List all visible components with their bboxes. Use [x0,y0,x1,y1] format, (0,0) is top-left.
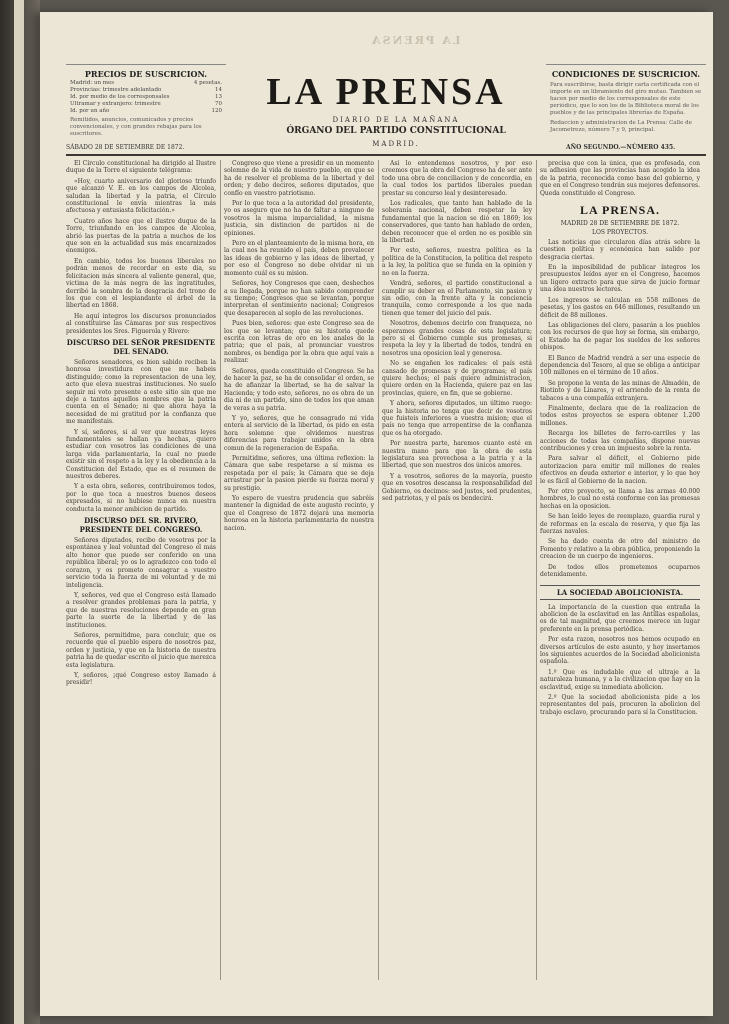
paragraph: La importancia de la cuestion que entraña la abolicion de la esclavitud en las Antillas españolas, es de tal magnitud, que creemos merece un lugar preferente en la prensa periódica. [540,603,700,633]
price-row: Id. por medio de los corresponsales 13 [70,94,222,100]
paragraph: Las noticias que circularon días atrás sobre la cuestion política y económica han salido por desgracia ciertas. [540,238,700,261]
paragraph: Se han leído leyes de reemplazo, guardia rural y de reformas en la escala de reserva, y que fija las fuerzas navales. [540,513,700,536]
paragraph: precisa que con la única, que es profesada, con su adhesion que las provincias han acogido la idea de la patria, reconocida como base del gobierno, y que en el Congreso tendrán sus mejores defensores. Queda constituido el Congreso. [540,160,700,197]
paragraph: Los ingresos se calculan en 558 millones de pesetas, y los gastos en 646 millones, resultando un déficit de 88 millones. [540,296,700,319]
paragraph: Por nuestra parte, haremos cuanto esté en nuestra mano para que la obra de esta legislatura sea provechosa a la patria y a la libertad, que son nuestros dos únicos amores. [382,440,532,470]
column-divider [378,160,379,980]
section-heading-boxed: LA SOCIEDAD ABOLICIONISTA. [540,585,700,600]
paragraph: El Banco de Madrid vendrá a ser una especie de dependencia del Tesoro, al que se obliga a anticipar 100 millones en el término de 10 años. [540,354,700,377]
conditions-title: CONDICIONES DE SUSCRICION. [551,69,701,79]
paragraph: Pero en el planteamiento de la misma hora, en la cual nos ha reunido el país, deben prevalecer las ideas de gobierno y las ideas de libertad, y por eso el Congreso no debe olvidar ni un momento cuál es su mision. [224,240,374,277]
price-row: Id. por un año 120 [70,108,222,114]
paragraph: Por esta razon, nosotros nos hemos ocupado en diversos artículos de este asunto, y hoy insertamos los siguientes acuerdos de la Sociedad abolicionista española. [540,636,700,666]
paragraph: Por otro proyecto, se llama a las armas 40.000 hombres, lo cual no está conforme con las promesas hechas en la oposicion. [540,488,700,510]
column-4 [540,160,700,980]
paragraph: Cuatro años hace que el ilustre duque de la Torre, triunfando en los campos de Alcolea, abrió las puertas de la patria a muchos de los que son en la actualidad sus más encarnizados enemigos. [66,217,216,255]
paragraph: Señores, queda constituido el Congreso. Se ha de hacer la paz, se ha de consolidar el orden, se ha de afianzar la libertad, se ha de salvar la Hacienda; y todo esto, señores, no es obra de un dia ni de un partido, sino de todos los que aman de veras a su patria. [224,367,374,412]
paragraph: Finalmente, declara que de la realizacion de todos estos proyectos se espera obtener 1.200 millones. [540,404,700,427]
section-title: LA PRENSA. [579,203,660,218]
paragraph: Y a vosotros, señores de la mayoría, puesto que en vosotros descansa la responsabilidad del Gobierno, os decimos: sed justos, sed prudentes, sed patriotas, y el país os bendecirá. [382,472,532,503]
paragraph: Y sí, señores, si al ver que nuestras leyes fundamentales se hallan ya hechas, quiero estudiar con vosotros las condiciones de una larga vida parlamentaria, la cual no puede existir sin el respeto a la ley y la obediencia a la Constitucion del Estado, que es el resumen de nuestros deberes. [66,428,216,481]
column-1 [66,160,216,980]
paragraph: El Círculo constitucional ha dirigido al Ilustre duque de la Torre el siguiente telégrama: [66,160,216,175]
column-divider [220,160,221,980]
prices-note: Remitidos, anuncios, comunicados y precios convencionales, y con grandes rebajas para los suscritores. [70,117,202,137]
prices-title: PRECIOS DE SUSCRICION. [84,69,208,79]
masthead-subtitle: DIARIO DE LA MAÑANA [332,116,460,124]
paragraph: No se engañen los radicales: el país está cansado de promesas y de programas; el país quiere hechos; el país quiere administracion, quiere orden en la Hacienda, quiere paz en las provincias, quiere, en fin, que se gobierne. [382,360,532,397]
masthead-organ: ÓRGANO DEL PARTIDO CONSTITUCIONAL [286,126,506,136]
conditions-admin: Redaccion y administracion de La Prensa: Calle de Jacometrezo, número 7 y 9, principal. [550,120,692,133]
masthead-title: LA PRENSA [266,71,506,113]
paragraph: «Hoy, cuarto aniversario del glorioso triunfo que alcanzó V. E. en los campos de Alcolea, saludan la libertad y la patria, el Círculo constitucional le envía mientras la más afectuosa y entusiasta felicitación.» [66,177,216,215]
paragraph: Y, señores, ved que el Congreso está llamado a resolver grandes problemas para la patria, y que de nuestras resoluciones depende en gran parte la suerte de la libertad y de las instituciones. [66,591,216,629]
paragraph: He aquí integros los discursos pronunciados al constituirse las Cámaras por sus respectivos presidentes los Sres. Figuerola y Rivero: [66,312,216,335]
paragraph: Las obligaciones del clero, pasarán a los pueblos con los recursos de que hoy se forma, sin embargo, el Estado ha de pagar los sueldos de los señores obispos. [540,321,700,352]
paragraph: Vendrá, señores, el partido constitucional a cumplir su deber en el Parlamento, sin pasion y sin odio, con la frente alta y la conciencia tranquila, como corresponde a los que nada tienen que temer del juicio del país. [382,280,532,317]
paragraph: 2.º Que la sociedad abolicionista pide a los representantes del país, procuren la abolicion del trabajo esclavo, procurando para sí la Constitucion. [540,693,700,716]
section-date: MADRID 28 DE SETIEMBRE DE 1872. [560,220,680,228]
price-row: Madrid: un mes 4 pesetas. [70,80,222,86]
paragraph: Nosotros, debemos decirlo con franqueza, no esperamos grandes cosas de esta legislatura; pero si el Gobierno cumple sus promesas, si respeta la ley y la libertad de todos, tendrá en nosotros una oposicion leal y generosa. [382,320,532,357]
section-heading: DISCURSO DEL SR. RIVERO, PRESIDENTE DEL CONGRESO. [79,516,203,535]
price-row: Ultramar y extranjero: trimestre 70 [70,101,222,107]
section-subtitle: LOS PROYECTOS. [591,229,649,237]
price-row: Provincias: trimestre adelantado 14 [70,87,222,93]
issue-date: SÁBADO 28 DE SETIEMBRE DE 1872. [66,144,185,151]
paragraph: Congreso que viene a presidir en un momento solemne de la vida de nuestro pueblo, en que se ha de resolver el problema de la libertad y del orden; y debo deciros, señores diputados, que confío en vuestro patriotismo. [224,160,374,197]
page-spine [14,0,24,1024]
paragraph: Se ha dado cuenta de otro del ministro de Fomento y relativo a la obra pública, proponiendo la creacion de un cuerpo de ingenieros. [540,538,700,561]
paragraph: Y, señores, ¡qué Congreso estoy llamado á presidir! [66,671,216,687]
header-rule [66,154,706,156]
column-3 [382,160,532,980]
header [66,64,706,154]
paragraph: Para salvar el déficit, el Gobierno pide autorizacion para emitir mil millones de reales efectivos en deuda exterior e interior, y lo que hoy le es fácil al Gobierno de la nacion. [540,455,700,485]
paragraph: Así lo entendemos nosotros, y por eso creemos que la obra del Congreso ha de ser ante todo una obra de conciliacion y de concordia, en la cual todos los partidos liberales puedan prestar su concurso leal y desinteresado. [382,160,532,197]
paragraph: En la imposibilidad de publicar íntegros los presupuestos leídos ayer en el Congreso, hacemos un ligero extracto para que sirva de juicio formar una idea nuestros lectores. [540,264,700,294]
newspaper-page [40,12,713,1016]
paragraph: Señores diputados, recibo de vosotros por la espontánea y leal voluntad del Congreso el más alto honor que puede ser conferido en una república liberal; yo os lo agradezco con todo el corazon, y os prometo consagrar a vuestro servicio toda la fuerza de mi voluntad y de mi inteligencia. [66,537,216,589]
paragraph: Yo espero de vuestra prudencia que sabréis mantener la dignidad de este augusto recinto, y que el Congreso de 1872 dejará una memoria honrosa en la historia parlamentaria de nuestra nacion. [224,495,374,532]
conditions-box [546,64,706,151]
paragraph: Por lo que toca a la autoridad del presidente, yo os aseguro que no ha de faltar a ninguno de vosotros la misma imparcialidad, la misma justicia, sin distincion de partidos ni de opiniones. [224,200,374,237]
issue-number: AÑO SEGUNDO.—NÚMERO 435. [566,144,676,151]
paragraph: Y yo, señores, que he consagrado mi vida entera al servicio de la libertad, os pido en esta hora solemne que olvidemos nuestras diferencias para trabajar unidos en la obra comun de la regeneracion de España. [224,415,374,452]
paragraph: Señores, hoy Congresos que caen, deshechos a su llegada, porque no han sabido comprender su tiempo; Congresos que se levantan, porque interpretan el sentimiento nacional; Congresos que desaparecen al soplo de las revoluciones. [224,280,374,317]
paragraph: 1.º Que es indudable que el ultraje a la naturaleza humana, y a la civilizacion que hay en la esclavitud, exige su inmediata abolicion. [540,668,700,691]
column-divider [536,160,537,980]
paragraph: Señores senadores, es bien sabido reciben la honrosa investidura con que me habeis distinguido; como la representacion de una ley, acto que eleva nuestras instituciones. No suelo seguir mi voto presente a este sitio sin que me deje a tantos aquellos nombres que la patria cuenta en el Senado; ni que ahora haya la necesidad de mi gratitud por la confianza que me manifestais. [66,358,216,426]
paragraph: Pues bien, señores: que este Congreso sea de los que se levantan; que su historia quede escrita con letras de oro en los anales de la patria; que el país, al pronunciar vuestros nombres, os bendiga por la obra que aquí vais a realizar. [224,320,374,365]
paragraph: Y ahora, señores diputados, un último ruego: que la historia no tenga que decir de vosotros que fuisteis inferiores a vuestra mision; que el país no tenga que arrepentirse de la confianza que os ha otorgado. [382,400,532,437]
paragraph: Recarga los billetes de ferro-carriles y las acciones de todas las compañías, dispone nuevas contribuciones y crea un impuesto sobre la renta. [540,430,700,452]
conditions-text: Para suscribirse, basta dirigir carta certificada con el importe en un libramiento del giro mutuo. Tambien se hacen por medio de los corresponsales de este periódico, que lo son los de la Biblioteca moral de los pueblos y de las principales librerías de España. [550,82,702,116]
bleed-through-text: LA PRENSA [370,34,461,47]
paragraph: Y a esta obra, señores, contribuiremos todos, por lo que toca a nuestros buenos deseos expresados, si no hubiese nunca en nuestra conducta la menor ambicion de partido. [66,483,216,513]
paragraph: Señores, permitidme, para concluir, que os recuerde que el pueblo espera de nosotros paz, orden y justicia, y que en la historia de nuestra patria ha de quedar escrito el juicio que merezca esta legislatura. [66,631,216,669]
masthead-city: MADRID. [372,140,420,148]
paragraph: Por esto, señores, nuestra política es la política de la Constitucion, la política del respeto a la ley, la política que se funda en la opinion y no en la fuerza. [382,247,532,277]
paragraph: Se propone la venta de las minas de Almadén, de Riotinto y de Linares, y el arriendo de la renta de tabacos a una compañía extranjera. [540,379,700,402]
paragraph: De todos ellos prometemos ocuparnos detenidamente. [540,563,700,579]
column-2 [224,160,374,980]
section-heading: DISCURSO DEL SEÑOR PRESIDENTE DEL SENADO. [66,337,216,356]
paragraph: En cambio, todos los buenos liberales no podrán menos de recordar en este dia, su felicitacion más sincera al valiente general, que, victima de la más negra de las ingratitudes, derribó la sombra de la desgracia del trono de los que con el lespiandante el árbol de la libertad en 1868. [66,257,216,310]
prices-box [66,64,226,151]
paragraph: Los radicales, que tanto han hablado de la soberanía nacional, deben respetar la ley fundamental que la nacion se dió en 1869; los conservadores, que tanto han hablado de orden, deben reconocer que el orden no es posible sin la libertad. [382,200,532,245]
paragraph: Permitidme, señores, una última reflexion: la Cámara que sabe respetarse a sí misma es respetada por el país; la Cámara que se deja arrastrar por la pasion pierde su fuerza moral y su prestigio. [224,455,374,492]
